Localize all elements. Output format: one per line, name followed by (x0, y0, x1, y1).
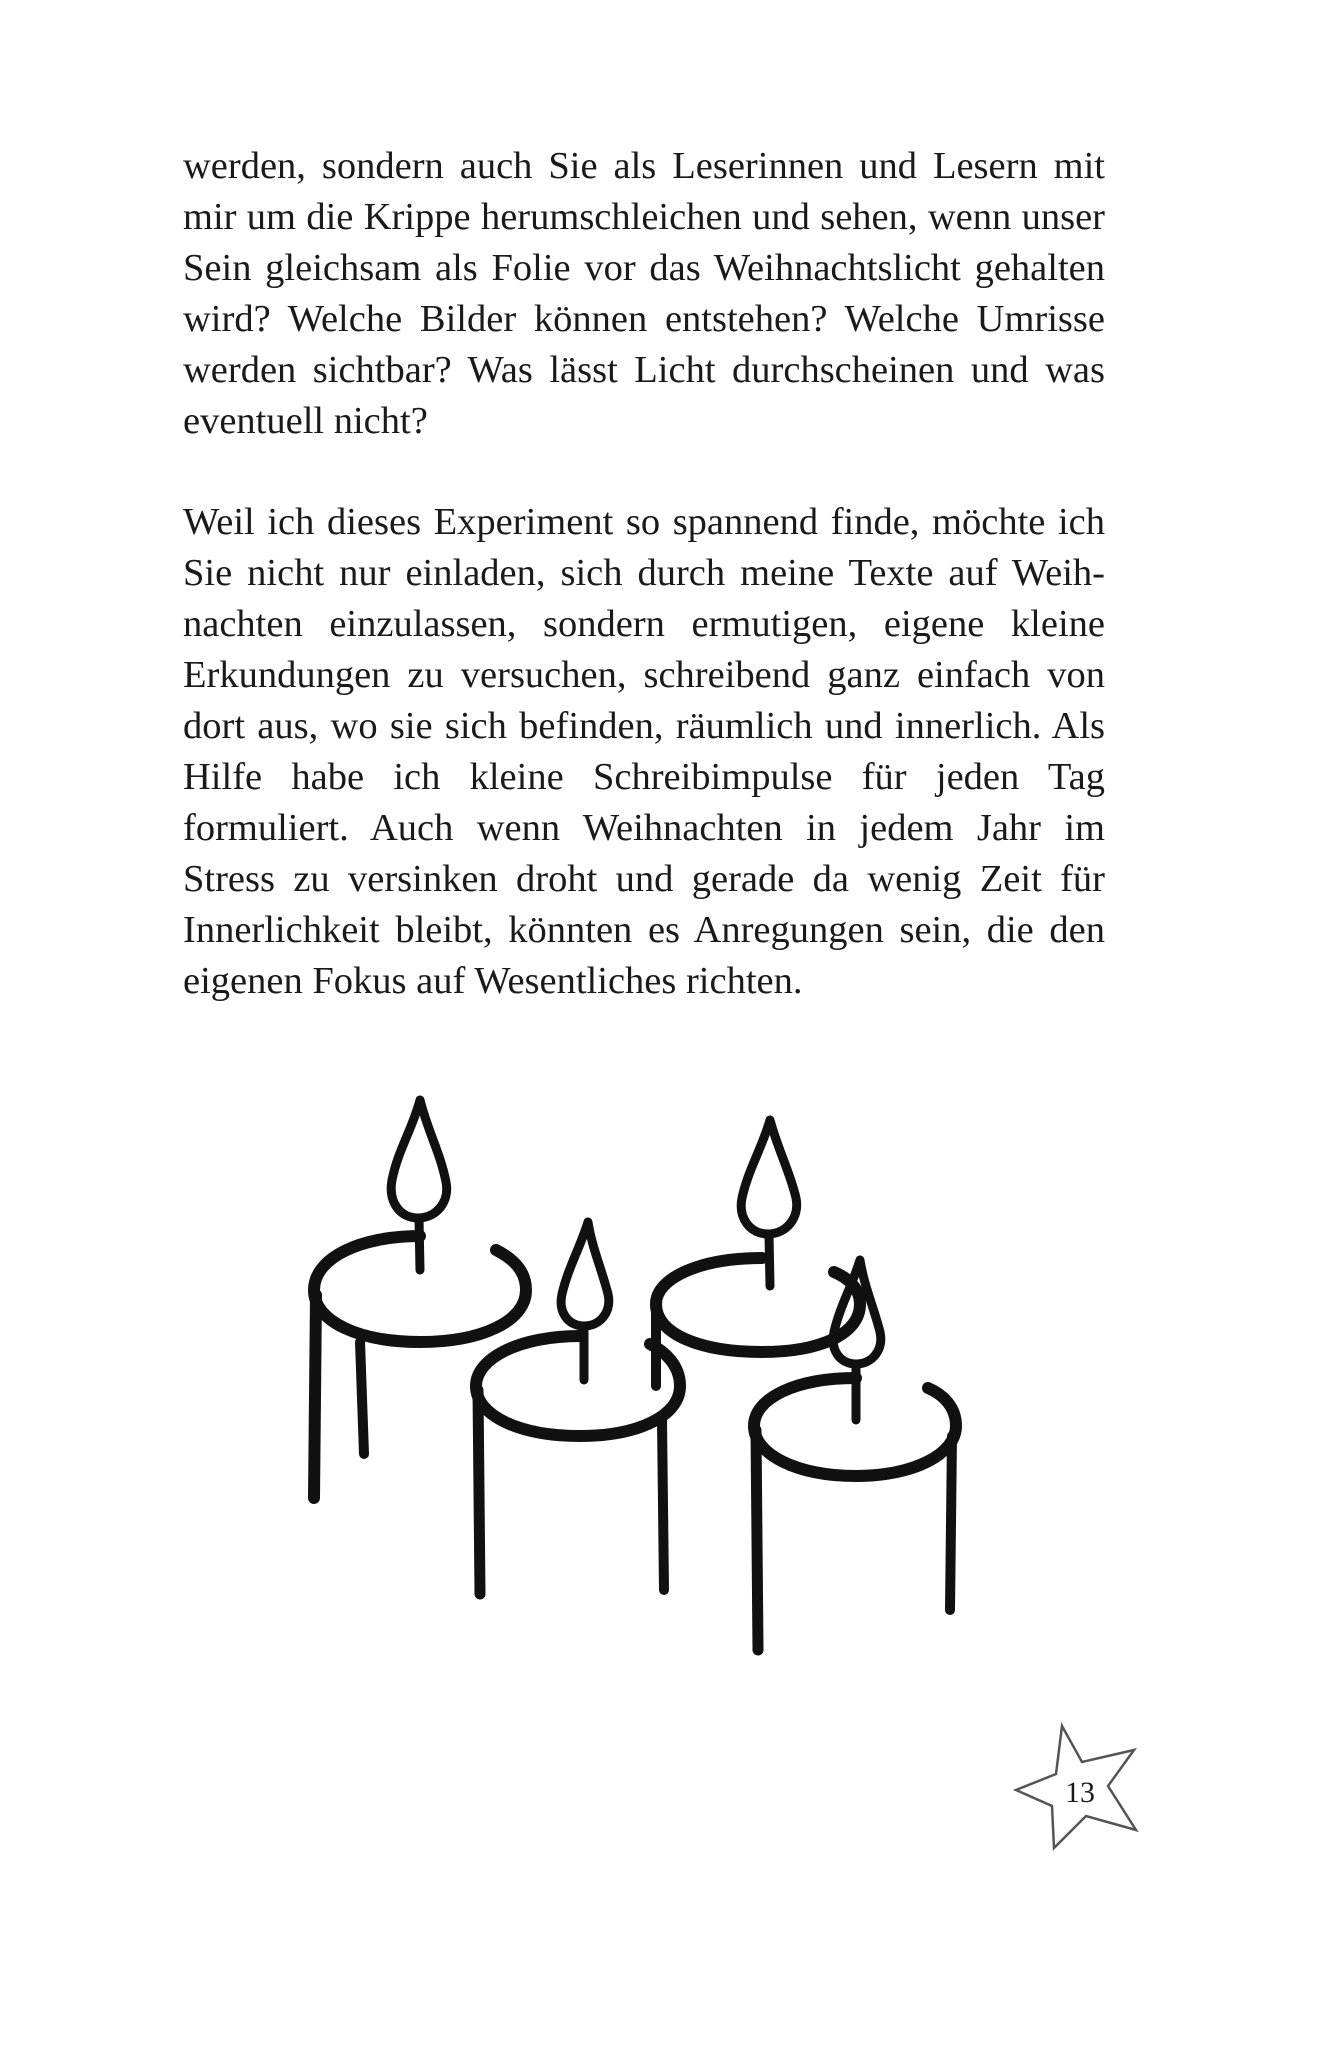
candle-3-flame (741, 1120, 796, 1234)
candle-1-right-side (360, 1342, 364, 1454)
candle-4-left-side (756, 1430, 758, 1650)
candle-1-wick (419, 1218, 420, 1270)
candle-2-top (476, 1336, 680, 1436)
body-paragraph-2: Weil ich dieses Experiment so spannend finde, möchte ich Sie nicht nur einladen, sich durch meine Texte auf Weihnachten einzulassen, sondern ermutigen, eigene kleine Erkundungen zu versuchen, schreibend ganz einfach von dort aus, wo sie sich befinden, räumlich und innerlich. Als Hilfe habe ich kleine Schreibimpulse für jeden Tag formuliert. Auch wenn Weihnachten in jedem Jahr im Stress zu versinken droht und gerade da wenig Zeit für Innerlichkeit bleibt, könnten es Anregungen sein, die den eigenen Fokus auf Wesentliches richten. (183, 501, 1105, 1002)
page-number: 13 (1065, 1776, 1095, 1809)
candle-2-right-side (662, 1420, 664, 1590)
body-paragraph-1: werden, sondern auch Sie als Leserinnen und Lesern mit mir um die Krippe herumschleichen und sehen, wenn unser Sein gleichsam als Folie vor das Weihnachtslicht gehalten wird? Welche Bilder können entstehen? Welche Umrisse werden sichtbar? Was lässt Licht durchscheinen und was eventuell nicht? (183, 145, 1105, 442)
candle-1 (314, 1100, 526, 1498)
candle-1-flame (391, 1100, 446, 1218)
candle-2 (476, 1222, 680, 1594)
advent-candles-icon (300, 1090, 1020, 1680)
candle-1-left-side (314, 1295, 316, 1498)
candle-2-left-side (478, 1390, 480, 1594)
candle-3-wick (769, 1234, 770, 1286)
candle-2-flame (561, 1222, 609, 1326)
candle-4-right-side (950, 1436, 952, 1610)
